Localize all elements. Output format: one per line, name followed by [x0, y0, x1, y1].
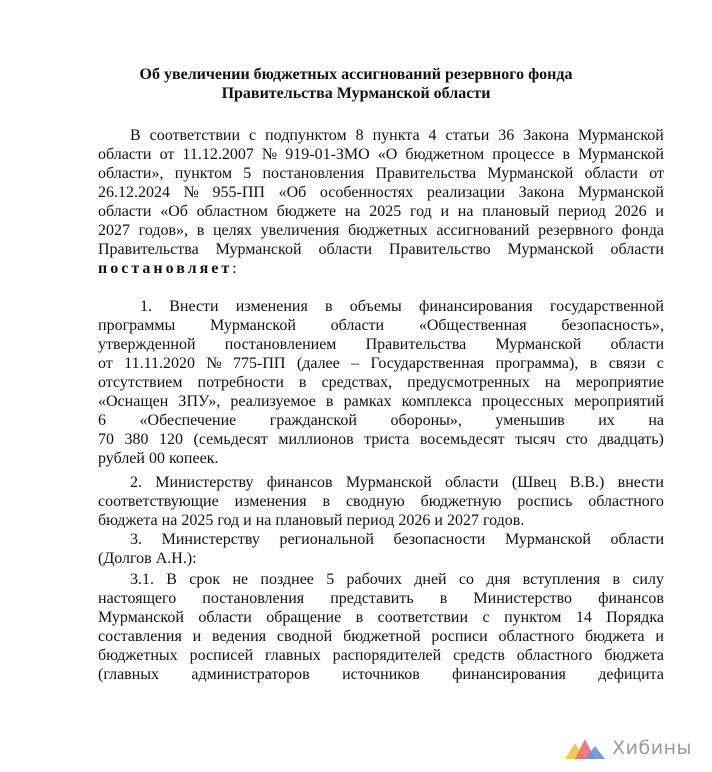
word: рамках [343, 393, 392, 410]
word: процессе [492, 146, 555, 163]
word: тысяч [515, 431, 556, 448]
word: ведения [212, 628, 267, 645]
word: Мурманской [578, 146, 664, 163]
word: «Об [160, 203, 188, 220]
word: средств [453, 647, 505, 664]
word: Министерству [161, 531, 260, 548]
word: потребности [197, 374, 284, 391]
word: бюджета [604, 647, 664, 664]
word: в [612, 571, 621, 588]
word: в [196, 222, 205, 239]
word: Мурманской [507, 241, 594, 258]
word: фонда [621, 222, 664, 239]
word: не [232, 571, 249, 588]
word: области [610, 531, 664, 548]
word: дефицита [598, 666, 664, 683]
word: 4 [428, 127, 437, 144]
item-2-line [130, 473, 664, 492]
word: Мурманской [495, 336, 582, 353]
word: распорядителей [332, 647, 442, 664]
word: дня [486, 571, 511, 588]
item-2-line: бюджета на 2025 год и на плановый период 2026 и 2027 годов. [98, 512, 525, 529]
word: (далее [296, 355, 340, 372]
item-3-1-line [98, 646, 664, 665]
word: «Общественная [418, 317, 527, 334]
word: Мурманской [577, 127, 664, 144]
item-1-line [98, 392, 664, 411]
word: росписей [189, 647, 254, 664]
word: 8 [355, 127, 364, 144]
word: Министерство [473, 590, 573, 607]
word: дней [414, 571, 447, 588]
word: изменения [235, 298, 308, 315]
word: срок [189, 571, 221, 588]
word: программы [98, 317, 176, 334]
word: 2026 [614, 203, 647, 220]
item-1-line: рублей 00 копеек. [98, 450, 219, 467]
word: соответствии [149, 127, 241, 144]
word: изменения [234, 493, 307, 510]
word: финансирования [419, 298, 533, 315]
word: резервного [538, 222, 614, 239]
item-3-1-line [98, 627, 664, 646]
word: области [584, 165, 638, 182]
word: областного [516, 647, 593, 664]
word: Мурманской [578, 184, 664, 201]
word: (Швец [511, 474, 557, 491]
word: пунктом [504, 609, 562, 626]
word: подпунктом [265, 127, 347, 144]
word: с [249, 127, 257, 144]
word: пункта [372, 127, 420, 144]
word: в [589, 355, 598, 372]
document-title-line-2: Правительства Мурманской области [221, 85, 491, 102]
word: области [198, 609, 252, 626]
word: 955-ПП [212, 184, 265, 201]
word: Порядка [606, 609, 664, 626]
word: увеличения [260, 222, 340, 239]
word: миллионов [278, 431, 354, 448]
word: безопасности [393, 531, 486, 548]
word: двадцать) [598, 431, 664, 448]
word: обороны», [390, 412, 462, 429]
word: областном [196, 203, 268, 220]
item-3-line: (Долгов А.Н.): [98, 550, 197, 567]
item-3-line [130, 530, 664, 549]
decree-colon: : [232, 260, 237, 277]
word: 380 [124, 431, 149, 448]
word: от [159, 146, 175, 163]
word: В [166, 571, 177, 588]
item-2-line [98, 492, 664, 511]
word: сто [565, 431, 588, 448]
word: сводную [345, 493, 405, 510]
word: области [98, 203, 152, 220]
word: мероприятий [574, 393, 664, 410]
word: утвержденной [98, 336, 196, 353]
mountains-logo-icon [565, 737, 605, 759]
word: области [98, 146, 152, 163]
word: 2025 [369, 203, 402, 220]
word: областного [588, 493, 664, 510]
word: вступления [522, 571, 601, 588]
word: «Об [278, 184, 307, 201]
word: «О [377, 146, 398, 163]
word: на [544, 374, 561, 391]
word: гражданской [269, 412, 357, 429]
word: и [655, 203, 664, 220]
preamble-line [98, 164, 664, 183]
item-3-1-line [98, 608, 664, 627]
word: 70 [98, 431, 114, 448]
word: на [648, 412, 664, 429]
word: комплекса [401, 393, 472, 410]
word: с [482, 609, 490, 626]
word: постановлением [224, 336, 337, 353]
word: Мурманской [209, 317, 296, 334]
word: настоящего [98, 590, 177, 607]
word: обращение [266, 609, 342, 626]
word: (семьдесят [193, 431, 268, 448]
word: № [183, 184, 199, 201]
word: постановления [202, 590, 305, 607]
word: в [439, 590, 448, 607]
word: бюджетной [343, 628, 421, 645]
word: бюджета [584, 628, 645, 645]
word: 5 [243, 165, 252, 182]
preamble-line [98, 183, 664, 202]
word: в [325, 393, 334, 410]
word: «Обеспечение [139, 412, 237, 429]
word: от [98, 355, 113, 372]
word: объемы [349, 298, 402, 315]
word: и [192, 628, 202, 645]
word: внести [617, 474, 664, 491]
preamble-line [98, 240, 664, 259]
word: бюджетном [405, 146, 485, 163]
word: Государственная [370, 355, 485, 372]
item-3-1-line [98, 665, 664, 684]
word: администраторов [191, 666, 310, 683]
word: финансов [598, 590, 664, 607]
word: Закона [518, 184, 565, 201]
word: финансов [266, 474, 333, 491]
word: бюджетных [98, 647, 178, 664]
word: росписи [431, 628, 488, 645]
word: статьи [445, 127, 490, 144]
word: сводной [276, 628, 333, 645]
word: в [325, 298, 333, 315]
word: 26.12.2024 [98, 184, 170, 201]
item-1-line [98, 354, 664, 373]
word: постановления [262, 165, 365, 182]
word: предусмотренных [407, 374, 530, 391]
word: 11.12.2007 [182, 146, 254, 163]
word: Правительства [365, 336, 467, 353]
word: пунктом [174, 165, 232, 182]
word: восемьдесят [419, 431, 505, 448]
word: ЗПУ», [178, 393, 221, 410]
word: отсутствием [98, 374, 183, 391]
word: в [298, 374, 307, 391]
item-1-line [98, 316, 664, 335]
word: и [440, 203, 450, 220]
word: реализации [426, 184, 506, 201]
word: со [458, 571, 475, 588]
word: бюджетную [420, 493, 502, 510]
word: 1. [140, 298, 152, 315]
word: на [344, 203, 361, 220]
word: триста [364, 431, 410, 448]
word: 36 [498, 127, 515, 144]
word: области [330, 317, 385, 334]
preamble-line [130, 126, 664, 145]
word: Правительства [375, 165, 477, 182]
word: силу [632, 571, 664, 588]
word: 919-01-ЗМО [285, 146, 370, 163]
word: 3.1. [130, 571, 154, 588]
word: позднее [260, 571, 314, 588]
word: годов», [138, 222, 189, 239]
word: В [130, 127, 141, 144]
word: – [351, 355, 360, 372]
word: финансирования [452, 666, 566, 683]
word: мероприятие [575, 374, 664, 391]
word: области [318, 241, 372, 258]
word: Министерству [155, 474, 254, 491]
item-3-1-line [98, 589, 664, 608]
word: региональной [279, 531, 374, 548]
word: период [557, 203, 606, 220]
word: рабочих [346, 571, 402, 588]
word: Внести [169, 298, 219, 315]
word: уменьшив [495, 412, 565, 429]
word: области [610, 336, 664, 353]
word: области», [98, 165, 164, 182]
word: № [206, 355, 222, 372]
word: № [261, 146, 278, 163]
word: Правительство [388, 241, 491, 258]
word: (главных [98, 666, 160, 683]
preamble-line [98, 202, 664, 221]
word: их [598, 412, 615, 429]
item-1-line [98, 335, 664, 354]
word: безопасность», [561, 317, 664, 334]
word: 120 [159, 431, 184, 448]
word: процессных [481, 393, 565, 410]
word: 3. [130, 531, 142, 548]
word: особенностях [319, 184, 414, 201]
word: представить [330, 590, 414, 607]
word: целях [212, 222, 252, 239]
word: Мурманской [98, 609, 184, 626]
word: 6 [98, 412, 106, 429]
word: Правительства [98, 241, 199, 258]
word: 11.11.2020 [124, 355, 195, 372]
document-title-line-1: Об увеличении бюджетных ассигнований резервного фонда [139, 66, 573, 83]
word: Закона [523, 127, 569, 144]
word: связи [608, 355, 646, 372]
word: государственной [549, 298, 664, 315]
word: соответствии [377, 609, 469, 626]
decree-word: постановляет [98, 260, 233, 277]
word: Мурманской [345, 474, 432, 491]
preamble-line [98, 145, 664, 164]
word: ассигнований [436, 222, 530, 239]
word: и [655, 628, 664, 645]
word: бюджете [276, 203, 337, 220]
word: В.В.) [569, 474, 605, 491]
word: источников [342, 666, 420, 683]
word: в [562, 146, 571, 163]
word: от [649, 165, 664, 182]
word: 2. [130, 474, 142, 491]
preamble-line [98, 221, 664, 240]
word: плановый [482, 203, 550, 220]
word: областного [498, 628, 575, 645]
decree-line [98, 259, 664, 278]
word: 775-ПП [233, 355, 286, 372]
item-1-line [140, 297, 664, 316]
watermark [565, 736, 692, 760]
word: Мурманской [215, 241, 302, 258]
word: программа), [495, 355, 579, 372]
word: 14 [575, 609, 592, 626]
item-1-line [98, 373, 664, 392]
item-1-line [98, 411, 664, 430]
word: Мурманской [505, 531, 591, 548]
word: год [409, 203, 432, 220]
word: «Оснащен [98, 393, 169, 410]
word: Мурманской [487, 165, 574, 182]
word: 2027 [98, 222, 130, 239]
word: в [355, 609, 364, 626]
word: средствах, [321, 374, 393, 391]
word: области [445, 474, 499, 491]
word: реализуемое [230, 393, 316, 410]
item-1-line [98, 430, 664, 449]
item-3-1-line [130, 570, 664, 589]
word: с [656, 355, 664, 372]
watermark-text: Хибины [612, 737, 692, 759]
word: роспись [517, 493, 573, 510]
word: составления [98, 628, 182, 645]
word: в [322, 493, 331, 510]
word: главных [265, 647, 321, 664]
word: 5 [326, 571, 335, 588]
word: области [610, 241, 664, 258]
word: соответствующие [98, 493, 219, 510]
word: на [457, 203, 474, 220]
word: бюджетных [348, 222, 428, 239]
